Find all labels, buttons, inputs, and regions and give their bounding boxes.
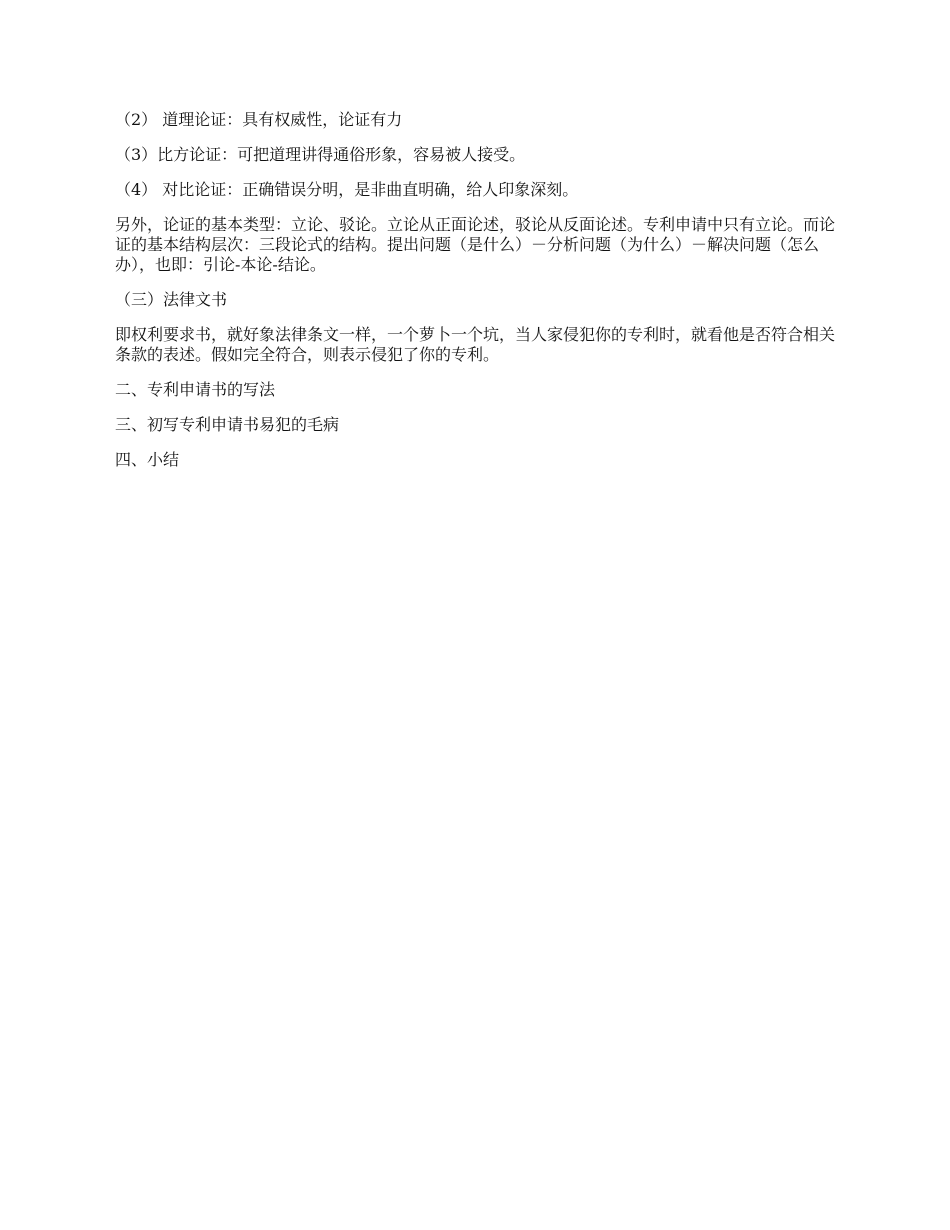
heading-common-mistakes: 三、初写专利申请书易犯的毛病 (115, 415, 340, 434)
paragraph-argument-reasoning: （2） 道理论证：具有权威性，论证有力 (115, 110, 403, 129)
paragraph-argument-analogy: （3）比方论证：可把道理讲得通俗形象，容易被人接受。 (115, 145, 526, 164)
paragraph-argument-types: 另外，论证的基本类型：立论、驳论。立论从正面论述，驳论从反面论述。专利申请中只有立论。而论证的基本结构层次：三段论式的结构。提出问题（是什么）－分析问题（为什么）－解决问题（怎么办），也即：引论-本论-结论。 (115, 215, 836, 274)
heading-legal-document: （三）法律文书 (115, 290, 228, 309)
heading-application-writing: 二、专利申请书的写法 (115, 380, 276, 399)
paragraph-argument-contrast: （4） 对比论证：正确错误分明，是非曲直明确，给人印象深刻。 (115, 180, 579, 199)
paragraph-claims: 即权利要求书，就好象法律条文一样，一个萝卜一个坑，当人家侵犯你的专利时，就看他是否符合相关条款的表述。假如完全符合，则表示侵犯了你的专利。 (115, 325, 836, 364)
document-body (115, 110, 840, 485)
heading-summary: 四、小结 (115, 450, 180, 469)
